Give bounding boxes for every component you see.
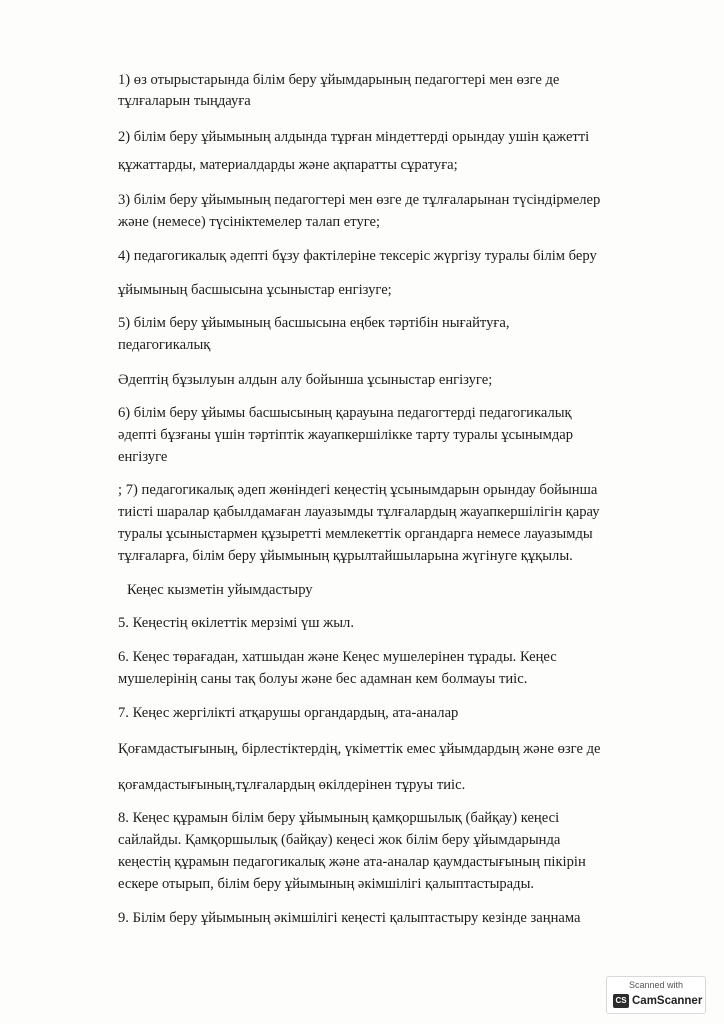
text-line: әдепті бұзғаны үшін тәртіптік жауапкершілікке тарту туралы ұсынымдар — [118, 427, 574, 443]
text-line: кеңестің құрамын педагогикалық және ата-аналар қаумдастығының пікірін — [118, 854, 586, 870]
text-line: сайлайды. Қамқоршылық (байқау) кеңесі жок білім беру ұйымдарында — [118, 832, 561, 848]
text-line: 6) білім беру ұйымы басшысының қарауына педагогтерді педагогикалық — [118, 405, 572, 421]
section-heading: Кеңес кызметін уйымдастыру — [127, 582, 313, 598]
text-line: мушелерінің саны тақ болуы және бес адамнан кем болмауы тиіс. — [118, 671, 528, 687]
text-line: 1) өз отырыстарында білім беру ұйымдарының педагогтері мен өзге де — [118, 72, 560, 88]
text-line: тиісті шаралар қабылдамаған лауазымды тұлғалардың жауапкершілігін қарау — [118, 504, 600, 520]
text-line: Қоғамдастығының, бірлестіктердің, үкіметтік емес ұйымдардың және өзге де — [118, 741, 601, 757]
camscanner-logo-icon: CS — [613, 994, 629, 1008]
text-line: ескере отырып, білім беру ұйымының әкімшілігі қалыптастырады. — [118, 876, 535, 892]
text-line: Әдептің бұзылуын алдын алу бойынша ұсыныстар енгізуге; — [118, 372, 493, 388]
text-line: 8. Кеңес құрамын білім беру ұйымының қамқоршылық (байқау) кеңесі — [118, 810, 560, 826]
text-line: 5) білім беру ұйымының басшысына еңбек тәртібін нығайтуға, — [118, 315, 510, 331]
text-line: енгізуге — [118, 449, 168, 465]
scanned-with-label: Scanned with — [628, 980, 684, 990]
text-line: 5. Кеңестің өкілеттік мерзімі үш жыл. — [118, 615, 354, 631]
text-line: және (немесе) түсініктемелер талап етуге; — [118, 214, 381, 230]
text-line: тұлғаларға, білім беру ұйымының құрылтайшыларына жүгінуге құқылы. — [118, 548, 573, 564]
text-line: тұлғаларын тыңдауға — [118, 93, 251, 109]
camscanner-brand: CamScanner — [632, 995, 703, 1007]
text-line: ; 7) педагогикалық әдеп жөніндегі кеңестің ұсынымдарын орындау бойынша — [118, 482, 598, 498]
text-line: педагогикалық — [118, 337, 211, 353]
text-line: 9. Білім беру ұйымының әкімшілігі кеңесті қалыптастыру кезінде заңнама — [118, 910, 581, 926]
camscanner-watermark — [606, 976, 706, 1014]
text-line: қоғамдастығының,тұлғалардың өкілдерінен тұруы тиіс. — [118, 777, 466, 793]
text-line: 3) білім беру ұйымының педагогтері мен өзге де тұлғаларынан түсіндірмелер — [118, 192, 601, 208]
text-line: 7. Кеңес жергілікті атқарушы органдардың, ата-аналар — [118, 705, 459, 721]
text-line: 2) білім беру ұйымының алдында тұрған міндеттерді орындау ушін қажетті — [118, 129, 590, 145]
text-line: туралы ұсыныстармен құзыретті мемлекеттік органдарга немесе лауазымды — [118, 526, 593, 542]
text-line: 6. Кеңес төрағадан, хатшыдан және Кеңес мушелерінен тұрады. Кеңес — [118, 649, 557, 665]
text-line: құжаттарды, материалдарды және ақпаратты сұратуға; — [118, 157, 458, 173]
text-line: ұйымының басшысына ұсыныстар енгізуге; — [118, 282, 392, 298]
text-line: 4) педагогикалық әдепті бұзу фактілеріне тексеріс жүргізу туралы білім беру — [118, 248, 597, 264]
